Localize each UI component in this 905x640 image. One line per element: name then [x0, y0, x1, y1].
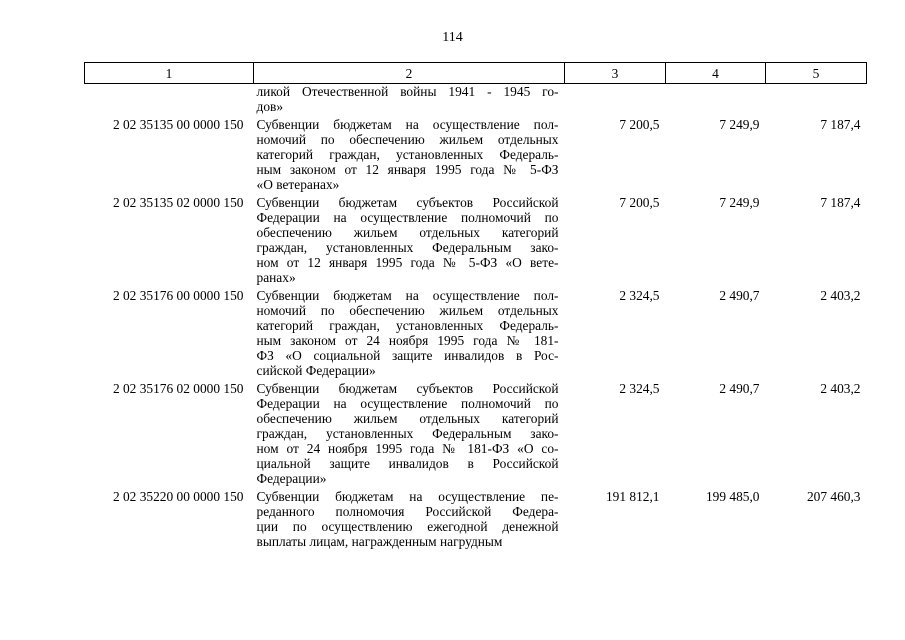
row-value-col3: 7 200,5	[619, 195, 660, 210]
description-line: Федерации»	[256, 471, 327, 486]
description-line: ФЗ «О социальной защите инвалидов в Рос-	[256, 348, 559, 363]
header-row	[85, 63, 867, 84]
row-description	[254, 378, 565, 486]
description-line: Субвенции бюджетам на осуществление пол-	[256, 117, 559, 132]
column-header-2: 2	[254, 63, 565, 84]
description-line: ции по осуществлению ежегодной денежной	[256, 519, 559, 534]
description-line: номочий по обеспечению жильем отдельных	[256, 303, 559, 318]
description-line: граждан, установленных Федеральным зако-	[256, 240, 559, 255]
row-value-col5: 7 187,4	[820, 195, 861, 210]
row-value-col5	[766, 84, 867, 115]
table-row	[85, 114, 867, 192]
description-line: номочий по обеспечению жильем отдельных	[256, 132, 559, 147]
description-line: ным законом от 12 января 1995 года № 5-ФЗ	[256, 162, 559, 177]
description-line: обеспечению жильем отдельных категорий	[256, 411, 559, 426]
row-value-col3: 7 200,5	[619, 117, 660, 132]
row-value-col5: 207 460,3	[806, 489, 861, 504]
description-line: «О ветеранах»	[256, 177, 340, 192]
description-line: Федерации на осуществление полномочий по	[256, 210, 559, 225]
column-header-1: 1	[85, 63, 254, 84]
budget-table	[84, 62, 867, 549]
row-code	[85, 84, 254, 115]
row-value-col5: 2 403,2	[820, 381, 861, 396]
column-header-3: 3	[565, 63, 666, 84]
description-line: ном от 24 ноября 1995 года № 181-ФЗ «О со-	[256, 441, 559, 456]
row-value-col4: 2 490,7	[719, 288, 760, 303]
description-line: циальной защите инвалидов в Российской	[256, 456, 559, 471]
table-row	[85, 192, 867, 285]
row-code: 2 02 35176 02 0000 150	[112, 381, 244, 396]
table-header	[85, 63, 867, 84]
description-line: Субвенции бюджетам на осуществление пол-	[256, 288, 559, 303]
row-value-col3	[565, 84, 666, 115]
description-line: Субвенции бюджетам на осуществление пе-	[256, 489, 559, 504]
description-line: реданного полномочия Российской Федера-	[256, 504, 559, 519]
description-line: ном от 12 января 1995 года № 5-ФЗ «О вете-	[256, 255, 559, 270]
description-line: категорий граждан, установленных Федераль-	[256, 318, 559, 333]
row-code: 2 02 35135 00 0000 150	[112, 117, 244, 132]
description-line: Федерации на осуществление полномочий по	[256, 396, 559, 411]
description-line: граждан, установленных Федеральным зако-	[256, 426, 559, 441]
column-header-5: 5	[766, 63, 867, 84]
table-row	[85, 378, 867, 486]
page-number: 114	[442, 30, 463, 45]
row-value-col4	[666, 84, 766, 115]
description-line: выплаты лицам, награжденным нагрудным	[256, 534, 503, 549]
table-body	[85, 84, 867, 550]
table-row	[85, 84, 867, 115]
row-code: 2 02 35135 02 0000 150	[112, 195, 244, 210]
description-line: ликой Отечественной войны 1941 - 1945 го-	[256, 84, 559, 99]
row-description	[254, 285, 565, 378]
row-value-col3: 2 324,5	[619, 381, 660, 396]
description-line: Субвенции бюджетам субъектов Российской	[256, 195, 559, 210]
row-value-col4: 7 249,9	[719, 117, 760, 132]
row-description	[254, 114, 565, 192]
row-value-col5: 2 403,2	[820, 288, 861, 303]
description-line: ранах»	[256, 270, 296, 285]
description-line: обеспечению жильем отдельных категорий	[256, 225, 559, 240]
description-line: дов»	[256, 99, 284, 114]
row-value-col3: 2 324,5	[619, 288, 660, 303]
row-description	[254, 486, 565, 549]
row-code: 2 02 35220 00 0000 150	[112, 489, 244, 504]
description-line: категорий граждан, установленных Федераль-	[256, 147, 559, 162]
column-header-4: 4	[666, 63, 766, 84]
description-line: Субвенции бюджетам субъектов Российской	[256, 381, 559, 396]
row-value-col4: 7 249,9	[719, 195, 760, 210]
row-value-col5: 7 187,4	[820, 117, 861, 132]
table-row	[85, 285, 867, 378]
table-row	[85, 486, 867, 549]
row-description	[254, 192, 565, 285]
row-value-col4: 199 485,0	[705, 489, 760, 504]
description-line: сийской Федерации»	[256, 363, 376, 378]
row-description	[254, 84, 565, 115]
description-line: ным законом от 24 ноября 1995 года № 181-	[256, 333, 559, 348]
row-value-col3: 191 812,1	[605, 489, 660, 504]
row-code: 2 02 35176 00 0000 150	[112, 288, 244, 303]
row-value-col4: 2 490,7	[719, 381, 760, 396]
